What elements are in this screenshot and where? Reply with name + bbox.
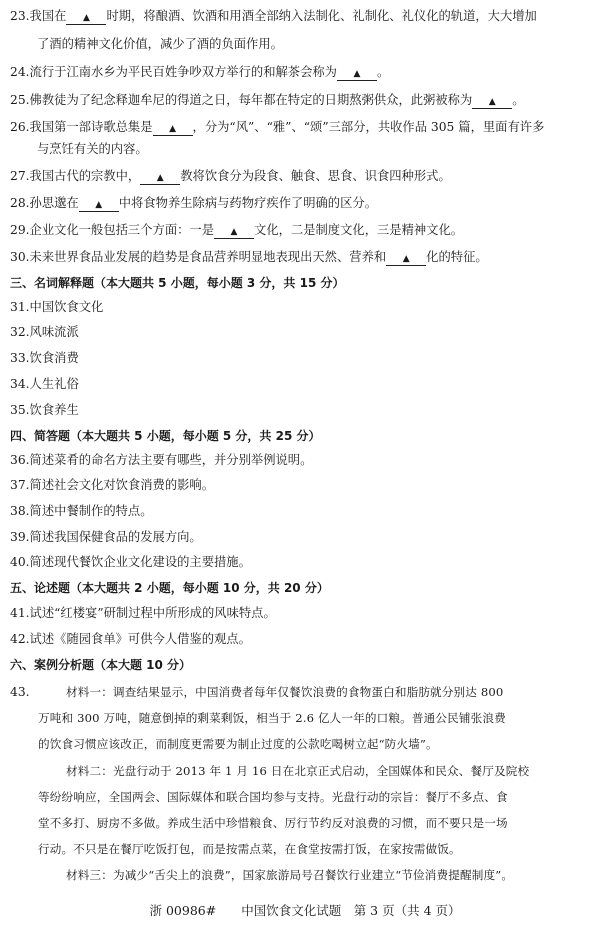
question-29: 29.企业文化一般包括三个方面：一是 ▲ 文化，二是制度文化，三是精神文化。 — [10, 223, 464, 237]
question-35: 35.饮食养生 — [10, 403, 79, 417]
question-36: 36.简述菜肴的命名方法主要有哪些，并分别举例说明。 — [10, 453, 313, 467]
triangle-icon: ▲ — [82, 13, 90, 23]
material-2-line-1: 材料二：光盘行动于 2013 年 1 月 16 日在北京正式启动，全国媒体和民众、餐厅及院校 — [66, 764, 530, 778]
question-34: 34.人生礼俗 — [10, 377, 79, 391]
question-33: 33.饮食消费 — [10, 351, 79, 365]
question-40: 40.简述现代餐饮企业文化建设的主要措施。 — [10, 555, 251, 569]
question-31: 31.中国饮食文化 — [10, 300, 104, 314]
page-footer: 浙 00986# 中国饮食文化试题 第 3 页（共 4 页） — [149, 903, 461, 918]
triangle-icon: ▲ — [95, 200, 103, 210]
material-1-line-3: 的饮食习惯应该改正，而制度更需要为制止过度的公款吃喝树立起“防火墙”。 — [38, 737, 438, 751]
answer-blank — [472, 94, 512, 109]
question-23: 23.我国在 ▲ 时期，将酿酒、饮酒和用酒全部纳入法制化、礼制化、礼仪化的轨道，大大增加 — [10, 9, 537, 23]
question-32: 32.风味流派 — [10, 325, 79, 339]
question-27: 27.我国古代的宗教中， ▲ 教将饮食分为段食、触食、思食、识食四种形式。 — [10, 169, 451, 183]
section-5-heading: 五、论述题（本大题共 2 小题，每小题 10 分，共 20 分） — [10, 581, 329, 595]
question-23-continued: 了酒的精神文化价值，减少了酒的负面作用。 — [37, 37, 283, 51]
answer-blank — [214, 224, 254, 239]
question-25: 25.佛教徒为了纪念释迦牟尼的得道之日，每年都在特定的日期熬粥供众，此粥被称为 ▲ 。 — [10, 93, 525, 107]
answer-blank — [66, 10, 106, 25]
question-26-continued: 与烹饪有关的内容。 — [37, 142, 148, 156]
question-28: 28.孙思邈在 ▲ 中将食物养生除病与药物疗疾作了明确的区分。 — [10, 196, 377, 210]
question-43-number: 43. — [10, 685, 30, 699]
answer-blank — [79, 197, 119, 212]
triangle-icon: ▲ — [353, 69, 361, 79]
material-3-line-1: 材料三：为减少“舌尖上的浪费”，国家旅游局号召餐饮行业建立“节俭消费提醒制度”。 — [66, 868, 514, 882]
question-39: 39.简述我国保健食品的发展方向。 — [10, 530, 202, 544]
triangle-icon: ▲ — [402, 254, 410, 264]
question-37: 37.简述社会文化对饮食消费的影响。 — [10, 478, 215, 492]
triangle-icon: ▲ — [488, 97, 496, 107]
question-24: 24.流行于江南水乡为平民百姓争吵双方举行的和解茶会称为 ▲ 。 — [10, 65, 390, 79]
section-6-heading: 六、案例分析题（本大题 10 分） — [10, 658, 192, 672]
triangle-icon: ▲ — [156, 173, 164, 183]
answer-blank — [153, 121, 193, 136]
section-3-heading: 三、名词解释题（本大题共 5 小题，每小题 3 分，共 15 分） — [10, 276, 345, 290]
answer-blank — [140, 170, 180, 185]
question-26: 26.我国第一部诗歌总集是 ▲ ，分为“风”、“雅”、“颂”三部分，共收作品 305 篇，里面有许多 — [10, 120, 545, 134]
triangle-icon: ▲ — [230, 227, 238, 237]
material-1-line-2: 万吨和 300 万吨，随意倒掉的剩菜剩饭，相当于 2.6 亿人一年的口粮。普通公民铺张浪费 — [38, 711, 506, 725]
material-2-line-3: 堂不多打、厨房不多做。养成生活中珍惜粮食、厉行节约反对浪费的习惯，而不要只是一场 — [38, 816, 508, 830]
section-4-heading: 四、简答题（本大题共 5 小题，每小题 5 分，共 25 分） — [10, 429, 321, 443]
triangle-icon: ▲ — [169, 124, 176, 134]
question-30: 30.未来世界食品业发展的趋势是食品营养明显地表现出天然、营养和 ▲ 化的特征。 — [10, 250, 488, 264]
question-38: 38.简述中餐制作的特点。 — [10, 504, 153, 518]
material-2-line-2: 等纷纷响应，全国两会、国际媒体和联合国均参与支持。光盘行动的宗旨：餐厅不多点、食 — [38, 790, 508, 804]
answer-blank — [337, 66, 377, 81]
material-1-line-1: 材料一：调查结果显示，中国消费者每年仅餐饮浪费的食物蛋白和脂肪就分别达 800 — [66, 685, 504, 699]
answer-blank — [386, 251, 426, 266]
question-42: 42.试述《随园食单》可供今人借鉴的观点。 — [10, 632, 251, 646]
question-41: 41.试述“红楼宴”研制过程中所形成的风味特点。 — [10, 606, 276, 620]
material-2-line-4: 行动。不只是在餐厅吃饭打包，而是按需点菜，在食堂按需打饭，在家按需做饭。 — [38, 842, 461, 856]
